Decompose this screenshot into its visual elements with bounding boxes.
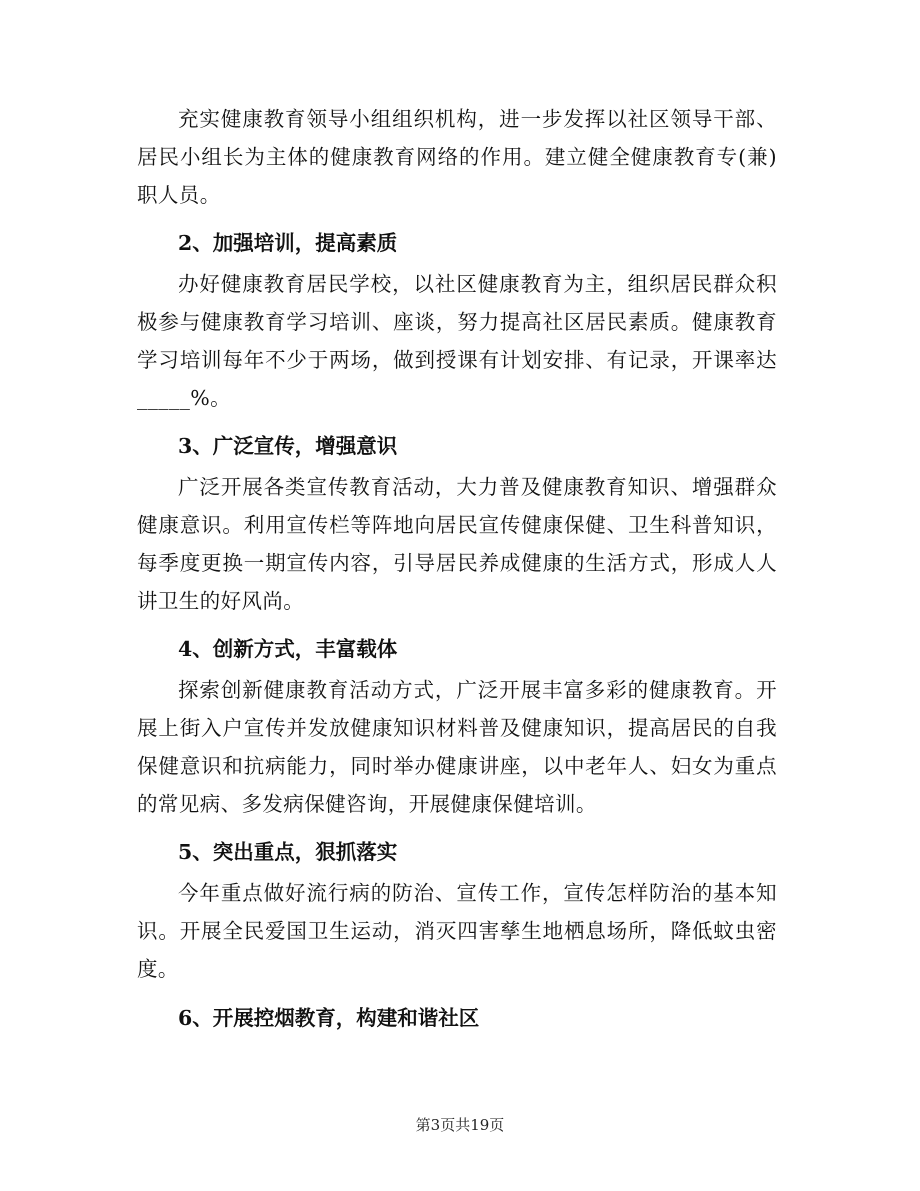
paragraph: 广泛开展各类宣传教育活动，大力普及健康教育知识、增强群众健康意识。利用宣传栏等阵地向居民宣传健康保健、卫生科普知识，每季度更换一期宣传内容，引导居民养成健康的生活方式，形成人人讲卫生的好风尚。 bbox=[137, 475, 777, 613]
paragraph: 今年重点做好流行病的防治、宣传工作，宣传怎样防治的基本知识。开展全民爱国卫生运动，消灭四害孳生地栖息场所，降低蚊虫密度。 bbox=[137, 881, 777, 981]
paragraph: 办好健康教育居民学校，以社区健康教育为主，组织居民群众积极参与健康教育学习培训、座谈，努力提高社区居民素质。健康教育学习培训每年不少于两场，做到授课有计划安排、有记录，开课率达_____%。 bbox=[137, 272, 777, 410]
document-body bbox=[137, 101, 777, 1040]
paragraph: 探索创新健康教育活动方式，广泛开展丰富多彩的健康教育。开展上街入户宣传并发放健康知识材料普及健康知识，提高居民的自我保健意识和抗病能力，同时举办健康讲座，以中老年人、妇女为重点的常见病、多发病保健咨询，开展健康保健培训。 bbox=[137, 678, 777, 816]
section-heading: 5、突出重点，狠抓落实 bbox=[178, 840, 398, 865]
section-heading: 4、创新方式，丰富载体 bbox=[178, 637, 398, 662]
section-heading: 3、广泛宣传，增强意识 bbox=[178, 434, 398, 459]
section-heading: 2、加强培训，提高素质 bbox=[178, 231, 398, 256]
page-number-footer: 第3页共19页 bbox=[415, 1116, 505, 1134]
paragraph: 充实健康教育领导小组组织机构，进一步发挥以社区领导干部、居民小组长为主体的健康教育网络的作用。建立健全健康教育专(兼)职人员。 bbox=[137, 107, 777, 207]
section-heading: 6、开展控烟教育，构建和谐社区 bbox=[178, 1005, 480, 1030]
